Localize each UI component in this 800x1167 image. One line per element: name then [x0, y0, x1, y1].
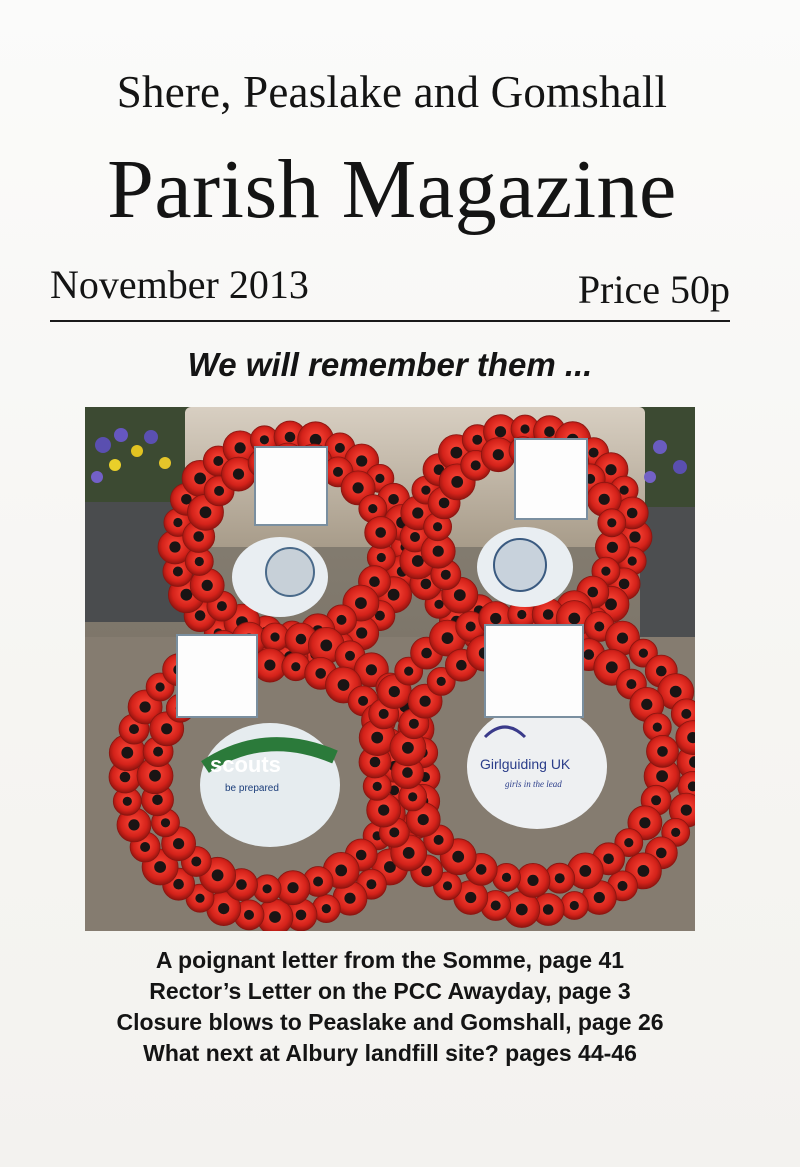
poppy-center [217, 601, 227, 611]
poppy-center [194, 473, 206, 485]
poppy-center [543, 904, 554, 915]
poppy-center [358, 696, 368, 706]
poppy-center [169, 541, 180, 552]
poppy-center [369, 576, 380, 587]
poppy-center [200, 506, 212, 518]
poppy-center [651, 795, 661, 805]
poppy-center [465, 892, 476, 903]
poppy-center [639, 649, 648, 658]
poppy-center [263, 884, 272, 893]
poppy-center [568, 613, 580, 625]
poppy-center [375, 474, 384, 483]
poppy-center [356, 627, 367, 638]
cover-headlines [0, 945, 780, 1069]
headline-somme-letter[interactable]: A poignant letter from the Somme, page 41 [155, 947, 625, 973]
poppy-center [370, 757, 381, 768]
poppy-center [606, 661, 618, 673]
poppy-center [233, 469, 244, 480]
poppy-center [639, 817, 650, 828]
poppy-center [371, 732, 383, 744]
poppy-center [181, 589, 193, 601]
poppy-center [375, 527, 386, 538]
poppy-center [601, 567, 610, 576]
poppy-center [671, 828, 680, 837]
headline-albury-landfill[interactable]: What next at Albury landfill site? pages 44-46 [143, 1040, 637, 1066]
poppy-center [434, 835, 444, 845]
poppy-center [315, 668, 326, 679]
poppy-center [657, 746, 668, 757]
poppy-center [420, 696, 431, 707]
poppy-center [433, 522, 442, 531]
poppy-center [388, 494, 399, 505]
scouts-motto-text: be prepared [225, 783, 279, 794]
poppy-center [641, 699, 652, 710]
poppy-center [588, 587, 599, 598]
poppy-center [437, 677, 446, 686]
poppy-center [154, 861, 166, 873]
poppy-center [161, 818, 170, 827]
girlguiding-motto-text: girls in the lead [505, 779, 562, 789]
poppy-center [377, 553, 386, 562]
poppy-center [681, 805, 692, 816]
poppy-center [421, 648, 432, 659]
poppy-center [618, 881, 628, 891]
poppy-center [195, 557, 204, 566]
cover-tagline: We will remember them ... [187, 346, 593, 383]
poppy-center [527, 875, 538, 886]
poppy-center [476, 864, 487, 875]
price-label: Price 50p [577, 267, 730, 312]
cover-photo-poppy-wreaths [85, 407, 695, 931]
poppy-center [656, 848, 667, 859]
poppy-center [421, 579, 432, 590]
poppy-center [404, 667, 413, 676]
poppy-center [599, 494, 610, 505]
poppy-center [378, 805, 389, 816]
poppy-center [451, 476, 463, 488]
poppy-center [443, 881, 452, 890]
poppy-center [389, 827, 399, 837]
poppy-center [153, 747, 163, 757]
poppy-center [368, 504, 377, 513]
poppy-center [594, 622, 604, 632]
poppy-center [140, 842, 150, 852]
poppy-center [408, 792, 417, 801]
poppy-center [421, 866, 432, 877]
poppy-center [129, 724, 139, 734]
poppy-center [402, 742, 414, 754]
poppy-center [619, 579, 630, 590]
poppy-center [589, 448, 599, 458]
poppy-center [451, 447, 463, 459]
poppy-center [620, 486, 629, 495]
poppy-center [191, 857, 201, 867]
poppy-center [235, 442, 246, 453]
poppy-center [320, 640, 332, 652]
poppy-center [244, 910, 254, 920]
poppy-center [356, 850, 367, 861]
poppy-center [495, 426, 506, 437]
poppy-center [421, 486, 430, 495]
poppy-center [313, 877, 323, 887]
poppy-center [212, 869, 224, 881]
poppy-center [412, 507, 423, 518]
poppy-center [202, 580, 213, 591]
poppy-center [123, 797, 132, 806]
issue-date: November 2013 [50, 262, 309, 307]
poppy-center [434, 600, 443, 609]
poppy-center [466, 622, 476, 632]
poppy-center [409, 719, 419, 729]
poppy-center [454, 589, 466, 601]
poppy-center [607, 518, 616, 527]
poppy-center [366, 879, 376, 889]
poppy-center [296, 910, 307, 921]
poppy-center [656, 770, 668, 782]
poppy-center [493, 449, 504, 460]
poppy-center [584, 649, 595, 660]
poppy-center [624, 838, 633, 847]
poppy-center [193, 531, 204, 542]
poppy-center [270, 632, 279, 641]
poppy-center [366, 664, 377, 675]
headline-rectors-letter[interactable]: Rector’s Letter on the PCC Awayday, page 3 [149, 978, 631, 1004]
poppy-center [335, 443, 345, 453]
poppy-center [603, 854, 614, 865]
poppy-center [149, 770, 161, 782]
poppy-center [441, 570, 451, 580]
poppy-center [516, 904, 528, 916]
poppy-center [335, 865, 347, 877]
poppy-center [579, 865, 591, 877]
poppy-center [173, 879, 184, 890]
masthead-parishes: Shere, Peaslake and Gomshall [116, 67, 668, 117]
poppy-center [418, 814, 429, 825]
poppy-center [173, 518, 182, 527]
poppy-center [356, 455, 367, 466]
poppy-center [322, 904, 331, 913]
poppy-center [236, 879, 247, 890]
poppy-center [491, 901, 501, 911]
poppy-center [617, 633, 628, 644]
poppy-center [471, 460, 481, 470]
poppy-center [353, 482, 364, 493]
poppy-center [410, 532, 420, 542]
poppy-center [388, 589, 400, 601]
poppy-center [653, 723, 662, 732]
poppy-center [543, 609, 554, 620]
poppy-center [338, 679, 350, 691]
poppy-center [439, 498, 450, 509]
poppy-center [152, 795, 163, 806]
masthead-title: Parish Magazine [107, 143, 677, 236]
scouts-logo-text: scouts [210, 752, 281, 777]
poppy-center [544, 426, 555, 437]
poppy-center [626, 679, 636, 689]
poppy-center [452, 851, 464, 863]
poppy-center [490, 613, 501, 624]
poppy-center [195, 894, 204, 903]
poppy-center [555, 873, 565, 883]
poppy-center [120, 772, 131, 783]
poppy-center [656, 666, 667, 677]
poppy-center [156, 682, 165, 691]
poppy-center [433, 546, 444, 557]
poppy-center [161, 723, 172, 734]
poppy-center [502, 873, 511, 882]
poppy-center [472, 435, 482, 445]
poppy-center [269, 911, 281, 923]
poppy-center [121, 747, 133, 759]
poppy-center [173, 567, 183, 577]
poppy-center [403, 847, 415, 859]
poppy-center [681, 709, 691, 719]
poppy-center [173, 838, 184, 849]
poppy-center [638, 865, 650, 877]
poppy-center [140, 701, 151, 712]
poppy-center [195, 610, 206, 621]
poppy-center [214, 486, 224, 496]
poppy-center [291, 662, 300, 671]
poppy-center [379, 709, 389, 719]
poppy-center [296, 634, 307, 645]
poppy-center [628, 556, 637, 565]
poppy-center [128, 819, 139, 830]
poppy-center [456, 660, 467, 671]
poppy-center [337, 615, 347, 625]
poppy-center [264, 660, 275, 671]
poppy-center [607, 542, 618, 553]
poppy-center [402, 767, 413, 778]
poppy-center [517, 610, 526, 619]
poppy-center [373, 782, 382, 791]
poppy-center [345, 651, 355, 661]
poppy-center [344, 893, 355, 904]
poppy-center [260, 435, 269, 444]
poppy-center [605, 464, 616, 475]
poppy-center [627, 508, 638, 519]
poppy-center [670, 686, 682, 698]
poppy-center [442, 632, 454, 644]
poppy-center [594, 892, 605, 903]
headline-closure-blows[interactable]: Closure blows to Peaslake and Gomshall, page 26 [116, 1009, 664, 1035]
masthead-rule [50, 320, 730, 322]
poppy-center [570, 901, 579, 910]
poppy-center [213, 456, 223, 466]
poppy-center [333, 467, 343, 477]
poppy-center [520, 424, 529, 433]
poppy-center [218, 903, 229, 914]
poppy-center [389, 686, 400, 697]
girlguiding-logo-text: Girlguiding UK [480, 756, 571, 772]
poppy-center [285, 432, 296, 443]
poppy-center [287, 882, 298, 893]
poppy-center [629, 531, 640, 542]
poppy-center [355, 597, 367, 609]
